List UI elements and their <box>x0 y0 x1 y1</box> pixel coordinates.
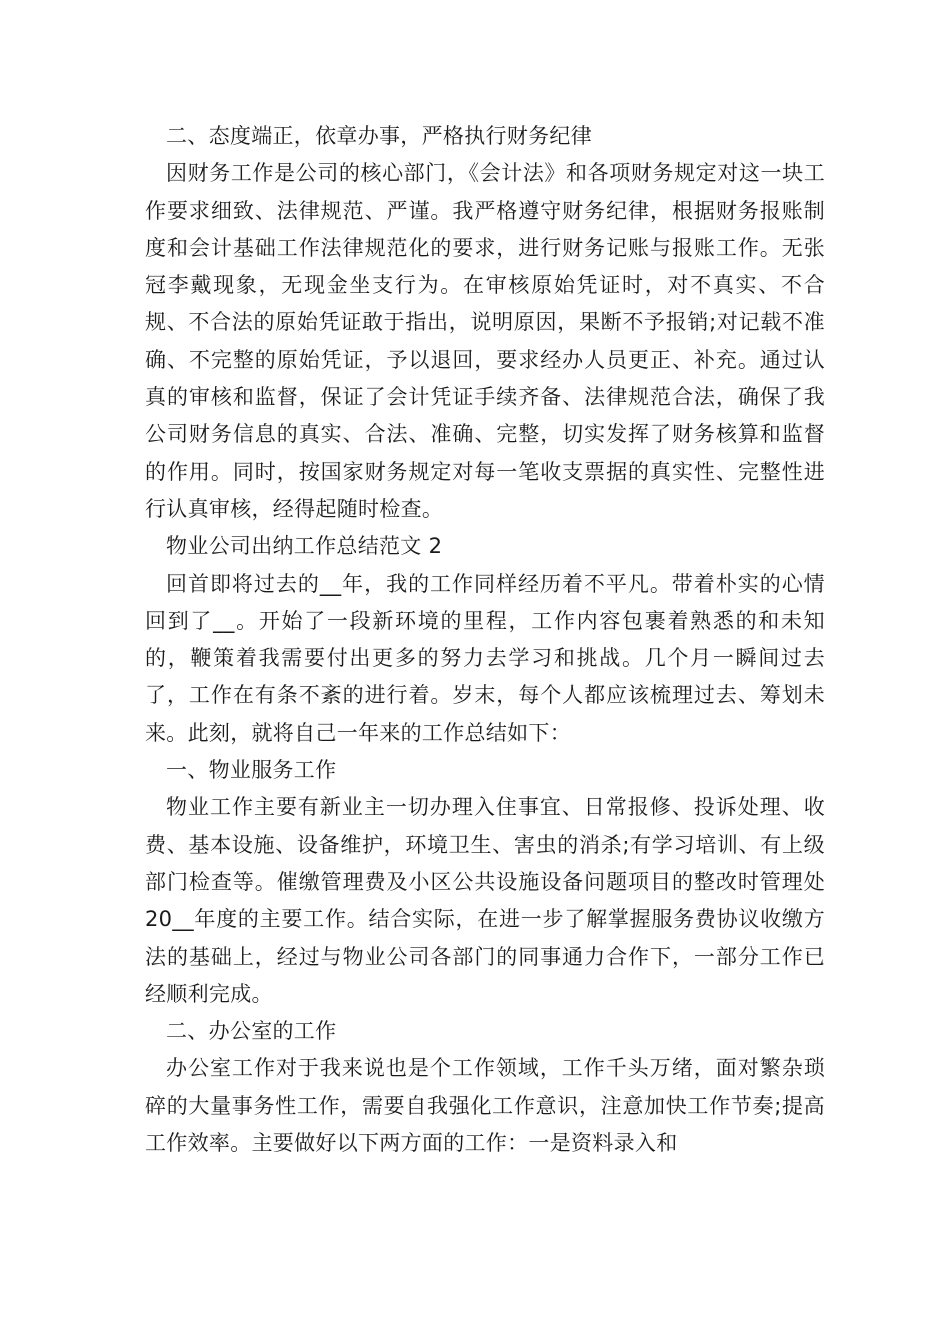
paragraph-property-service: 物业工作主要有新业主一切办理入住事宜、日常报修、投诉处理、收费、基本设施、设备维护，环境卫生、害虫的消杀;有学习培训、有上级部门检查等。催缴管理费及小区公共设施设备问题项目的整改时管理处 20__年度的主要工作。结合实际，在进一步了解掌握服务费协议收缴方法的基础上，经过与物业公司各部门的同事通力合作下，一部分工作已经顺利完成。 <box>145 795 825 1006</box>
article-title: 物业公司出纳工作总结范文 2 <box>166 534 443 559</box>
paragraph-introduction: 回首即将过去的__年，我的工作同样经历着不平凡。带着朴实的心情回到了__。开始了一段新环境的里程，工作内容包裹着熟悉的和未知的，鞭策着我需要付出更多的努力去学习和挑战。几个月一瞬间过去了，工作在有条不紊的进行着。岁末，每个人都应该梳理过去、筹划未来。此刻，就将自己一年来的工作总结如下： <box>145 571 825 745</box>
section-heading-property-service: 一、物业服务工作 <box>166 758 337 783</box>
document-body <box>145 118 825 1162</box>
paragraph-office-work: 办公室工作对于我来说也是个工作领域，工作千头万绪，面对繁杂琐碎的大量事务性工作，需要自我强化工作意识，注意加快工作节奏;提高工作效率。主要做好以下两方面的工作：一是资料录入和 <box>145 1056 825 1156</box>
section-heading-attitude: 二、态度端正，依章办事，严格执行财务纪律 <box>166 124 592 148</box>
paragraph-finance-discipline: 因财务工作是公司的核心部门，《会计法》和各项财务规定对这一块工作要求细致、法律规范、严谨。我严格遵守财务纪律，根据财务报账制度和会计基础工作法律规范化的要求，进行财务记账与报账工作。无张冠李戴现象，无现金坐支行为。在审核原始凭证时，对不真实、不合规、不合法的原始凭证敢于指出，说明原因，果断不予报销;对记载不准确、不完整的原始凭证，予以退回，要求经办人员更正、补充。通过认真的审核和监督，保证了会计凭证手续齐备、法律规范合法，确保了我公司财务信息的真实、合法、准确、完整，切实发挥了财务核算和监督的作用。同时，按国家财务规定对每一笔收支票据的真实性、完整性进行认真审核，经得起随时检查。 <box>145 161 825 521</box>
section-heading-office-work: 二、办公室的工作 <box>166 1019 337 1044</box>
